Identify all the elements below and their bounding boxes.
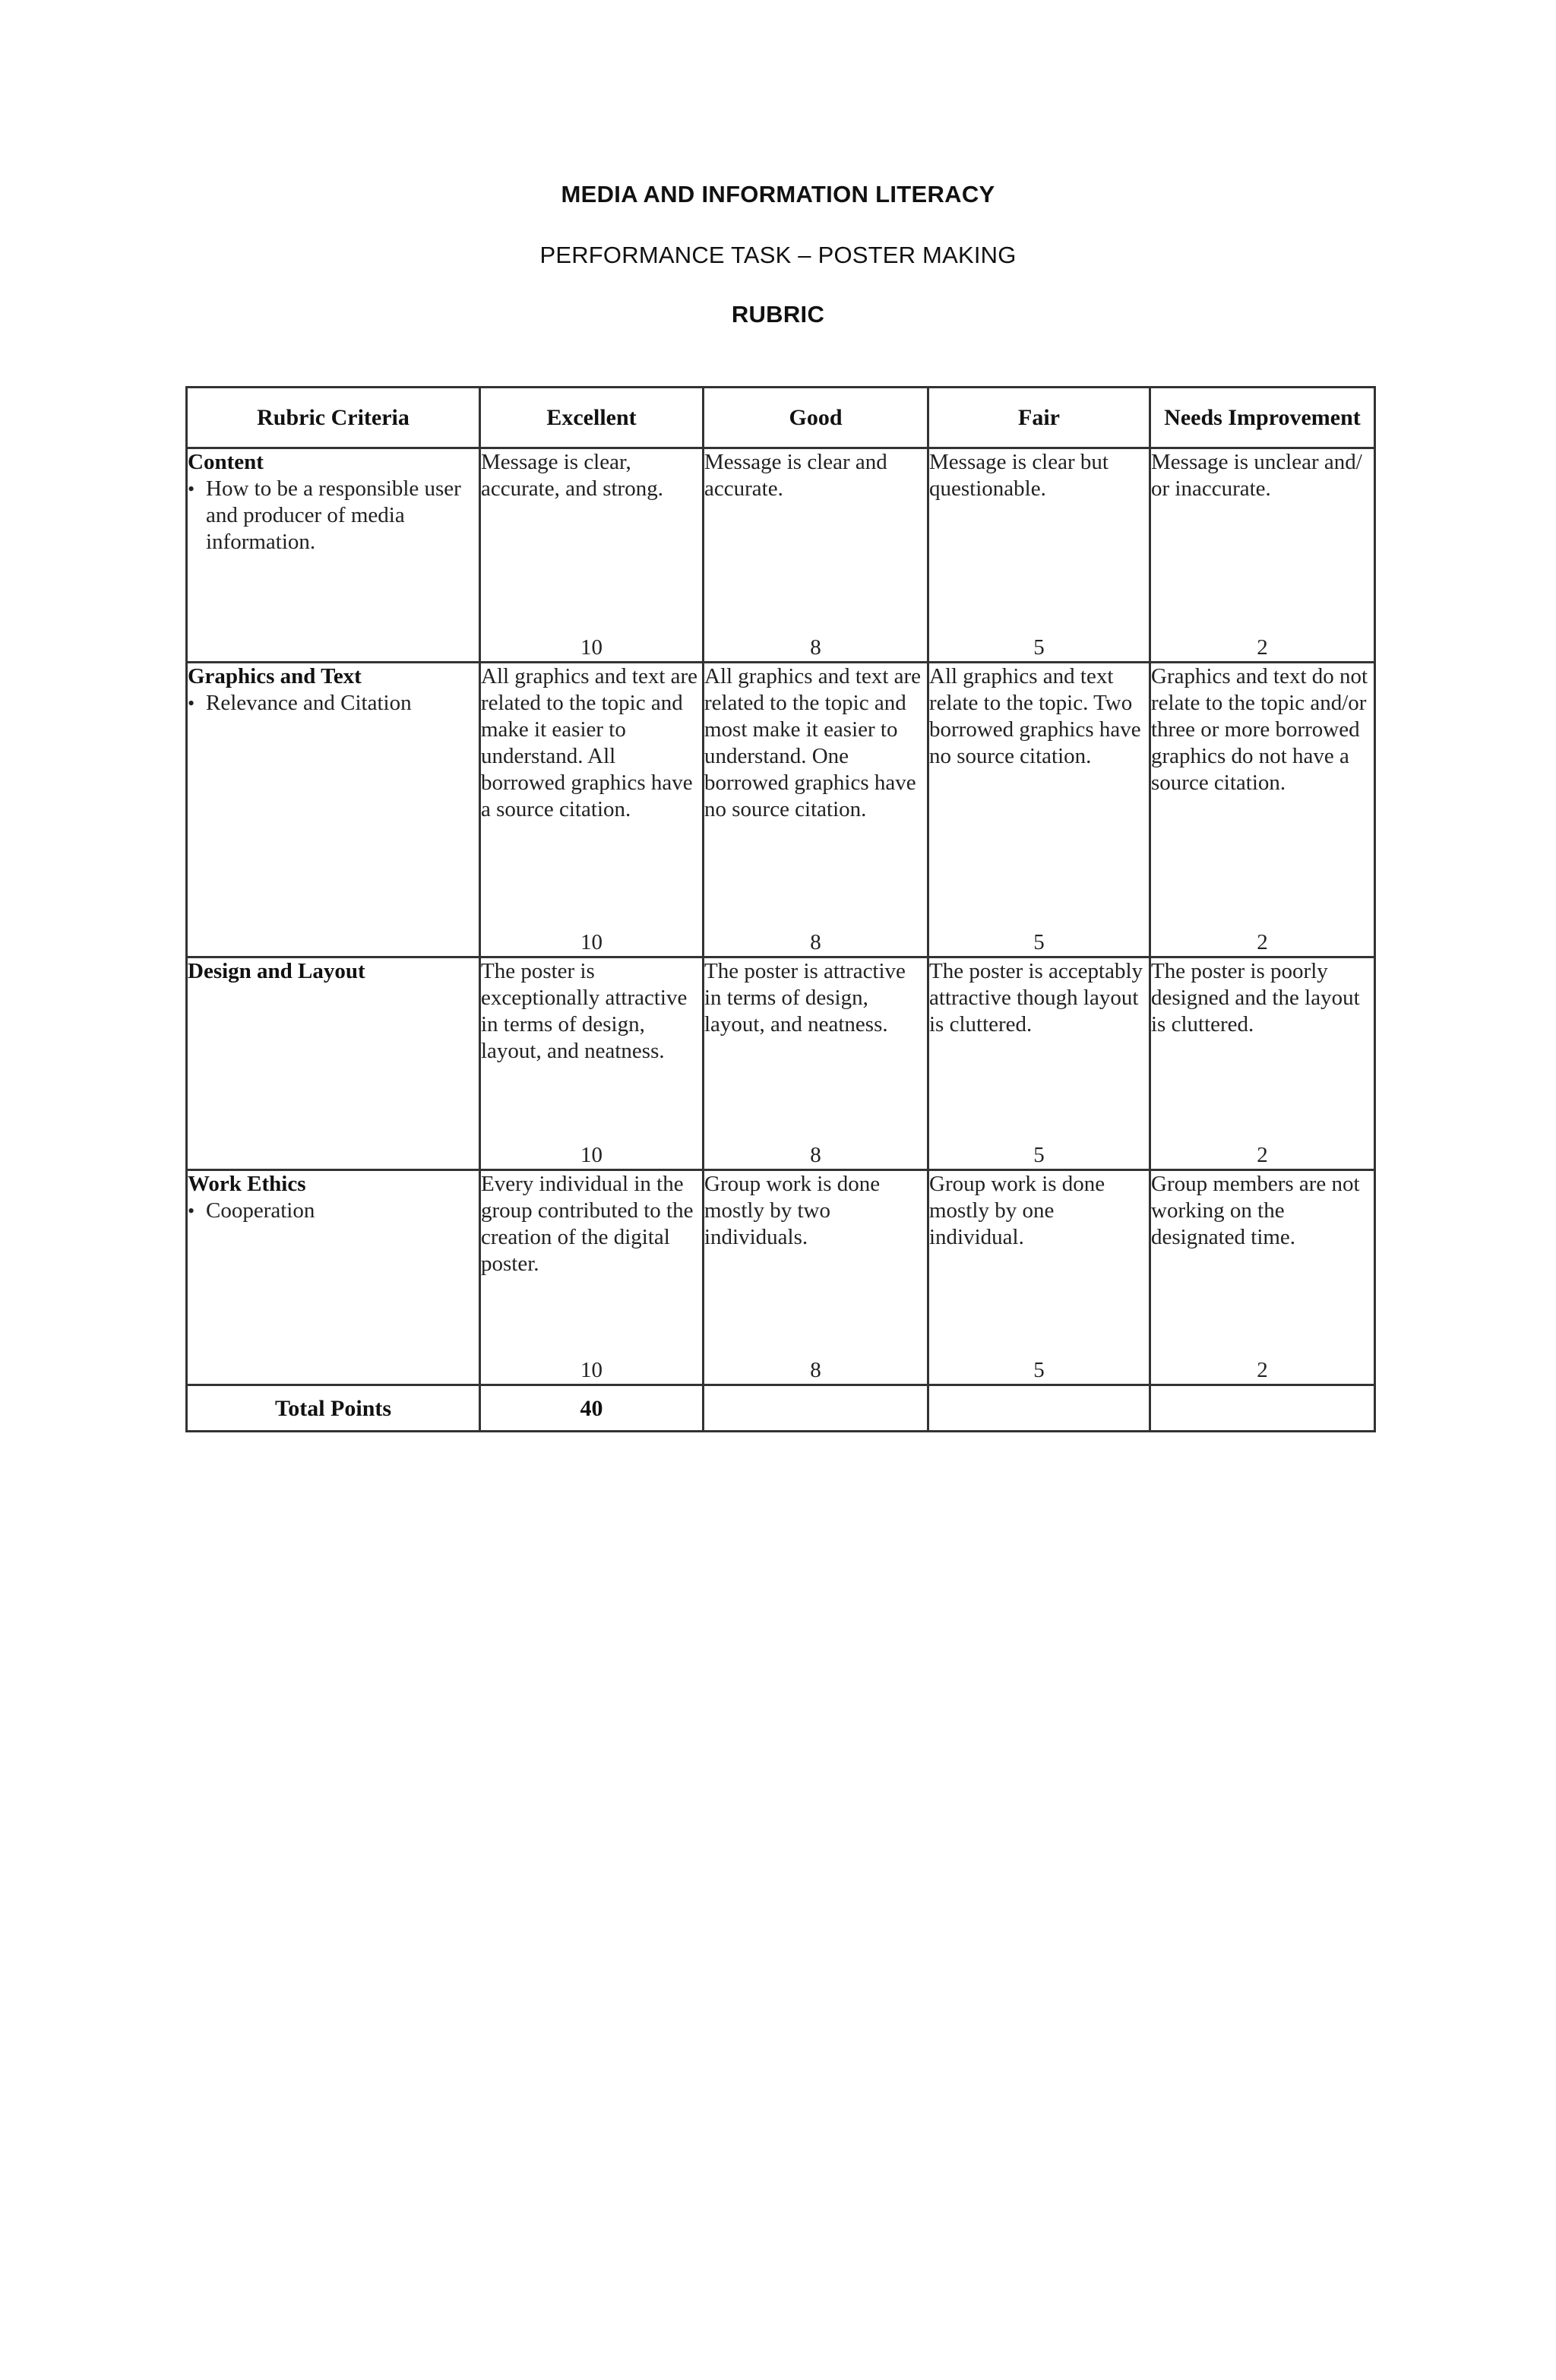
criteria-name: Design and Layout [188,959,365,983]
descriptor-cell [704,448,928,663]
descriptor-cell [480,1170,704,1385]
descriptor-text: Group members are not working on the designated time. [1151,1172,1360,1249]
table-row [187,663,1375,957]
criteria-name: Work Ethics [188,1172,306,1196]
descriptor-text: Message is clear and accurate. [704,450,887,501]
criteria-cell [187,957,480,1170]
descriptor-cell [1150,1170,1375,1385]
descriptor-cell [1150,448,1375,663]
table-row [187,957,1375,1170]
descriptor-cell [928,957,1150,1170]
header-needs-improvement: Needs Improvement [1150,388,1375,448]
document-subtitle: PERFORMANCE TASK – POSTER MAKING [539,242,1017,268]
criteria-subitem-text: How to be a responsible user and producer of media information. [206,476,461,554]
header-fair: Fair [928,388,1150,448]
table-row [187,1170,1375,1385]
table-header-row [187,388,1375,448]
criteria-name: Graphics and Text [188,664,362,688]
descriptor-text: Message is clear but questionable. [929,450,1108,501]
total-empty-cell [1150,1385,1375,1432]
header-good: Good [704,388,928,448]
descriptor-cell [928,1170,1150,1385]
descriptor-text: Group work is done mostly by one individual. [929,1172,1105,1249]
total-value: 40 [480,1385,704,1432]
criteria-cell [187,663,480,957]
document-heading: RUBRIC [731,301,825,328]
criteria-subitem-text: Relevance and Citation [206,691,412,715]
descriptor-text: Message is unclear and/ or inaccurate. [1151,450,1362,501]
bullet-icon: • [188,1200,195,1222]
descriptor-cell [1150,957,1375,1170]
score-value: 10 [580,1143,602,1167]
score-value: 2 [1257,635,1268,660]
descriptor-text: Message is clear, accurate, and strong. [481,450,663,501]
descriptor-cell [480,448,704,663]
total-label: Total Points [187,1385,480,1432]
score-value: 8 [810,1143,821,1167]
total-row [187,1385,1375,1432]
descriptor-text: All graphics and text relate to the topic. Two borrowed graphics have no source citation. [929,664,1141,768]
descriptor-cell [928,448,1150,663]
descriptor-cell [1150,663,1375,957]
score-value: 10 [580,930,602,954]
criteria-subitem [188,690,479,717]
criteria-subitem [188,1198,479,1224]
document-title: MEDIA AND INFORMATION LITERACY [561,181,995,207]
descriptor-text: Graphics and text do not relate to the topic and/or three or more borrowed graphics do not have a source citation. [1151,664,1368,795]
score-value: 2 [1257,1143,1268,1167]
total-empty-cell [704,1385,928,1432]
header-excellent: Excellent [480,388,704,448]
score-value: 5 [1033,635,1045,660]
descriptor-cell [704,1170,928,1385]
descriptor-text: The poster is attractive in terms of design, layout, and neatness. [704,959,906,1037]
criteria-name: Content [188,450,264,474]
descriptor-text: All graphics and text are related to the topic and most make it easier to understand. One borrowed graphics have no source citation. [704,664,922,821]
score-value: 10 [580,635,602,660]
bullet-icon: • [188,478,195,500]
bullet-icon: • [188,692,195,714]
descriptor-text: All graphics and text are related to the topic and make it easier to understand. All borrowed graphics have a source citation. [481,664,698,821]
criteria-cell [187,1170,480,1385]
score-value: 2 [1257,1358,1268,1382]
descriptor-text: The poster is acceptably attractive though layout is cluttered. [929,959,1143,1037]
descriptor-text: The poster is exceptionally attractive in terms of design, layout, and neatness. [481,959,688,1063]
criteria-cell [187,448,480,663]
descriptor-cell [928,663,1150,957]
criteria-subitem-text: Cooperation [206,1198,315,1223]
score-value: 2 [1257,930,1268,954]
rubric-table [185,386,1376,1432]
score-value: 10 [580,1358,602,1382]
score-value: 5 [1033,1358,1045,1382]
total-empty-cell [928,1385,1150,1432]
descriptor-text: Group work is done mostly by two individuals. [704,1172,881,1249]
descriptor-cell [480,663,704,957]
descriptor-text: The poster is poorly designed and the layout is cluttered. [1151,959,1360,1037]
score-value: 8 [810,930,821,954]
descriptor-cell [704,957,928,1170]
score-value: 8 [810,635,821,660]
descriptor-cell [704,663,928,957]
score-value: 5 [1033,930,1045,954]
score-value: 8 [810,1358,821,1382]
descriptor-text: Every individual in the group contributed to the creation of the digital poster. [481,1172,694,1276]
header-rubric-criteria: Rubric Criteria [187,388,480,448]
criteria-subitem [188,476,479,555]
score-value: 5 [1033,1143,1045,1167]
descriptor-cell [480,957,704,1170]
table-row [187,448,1375,663]
